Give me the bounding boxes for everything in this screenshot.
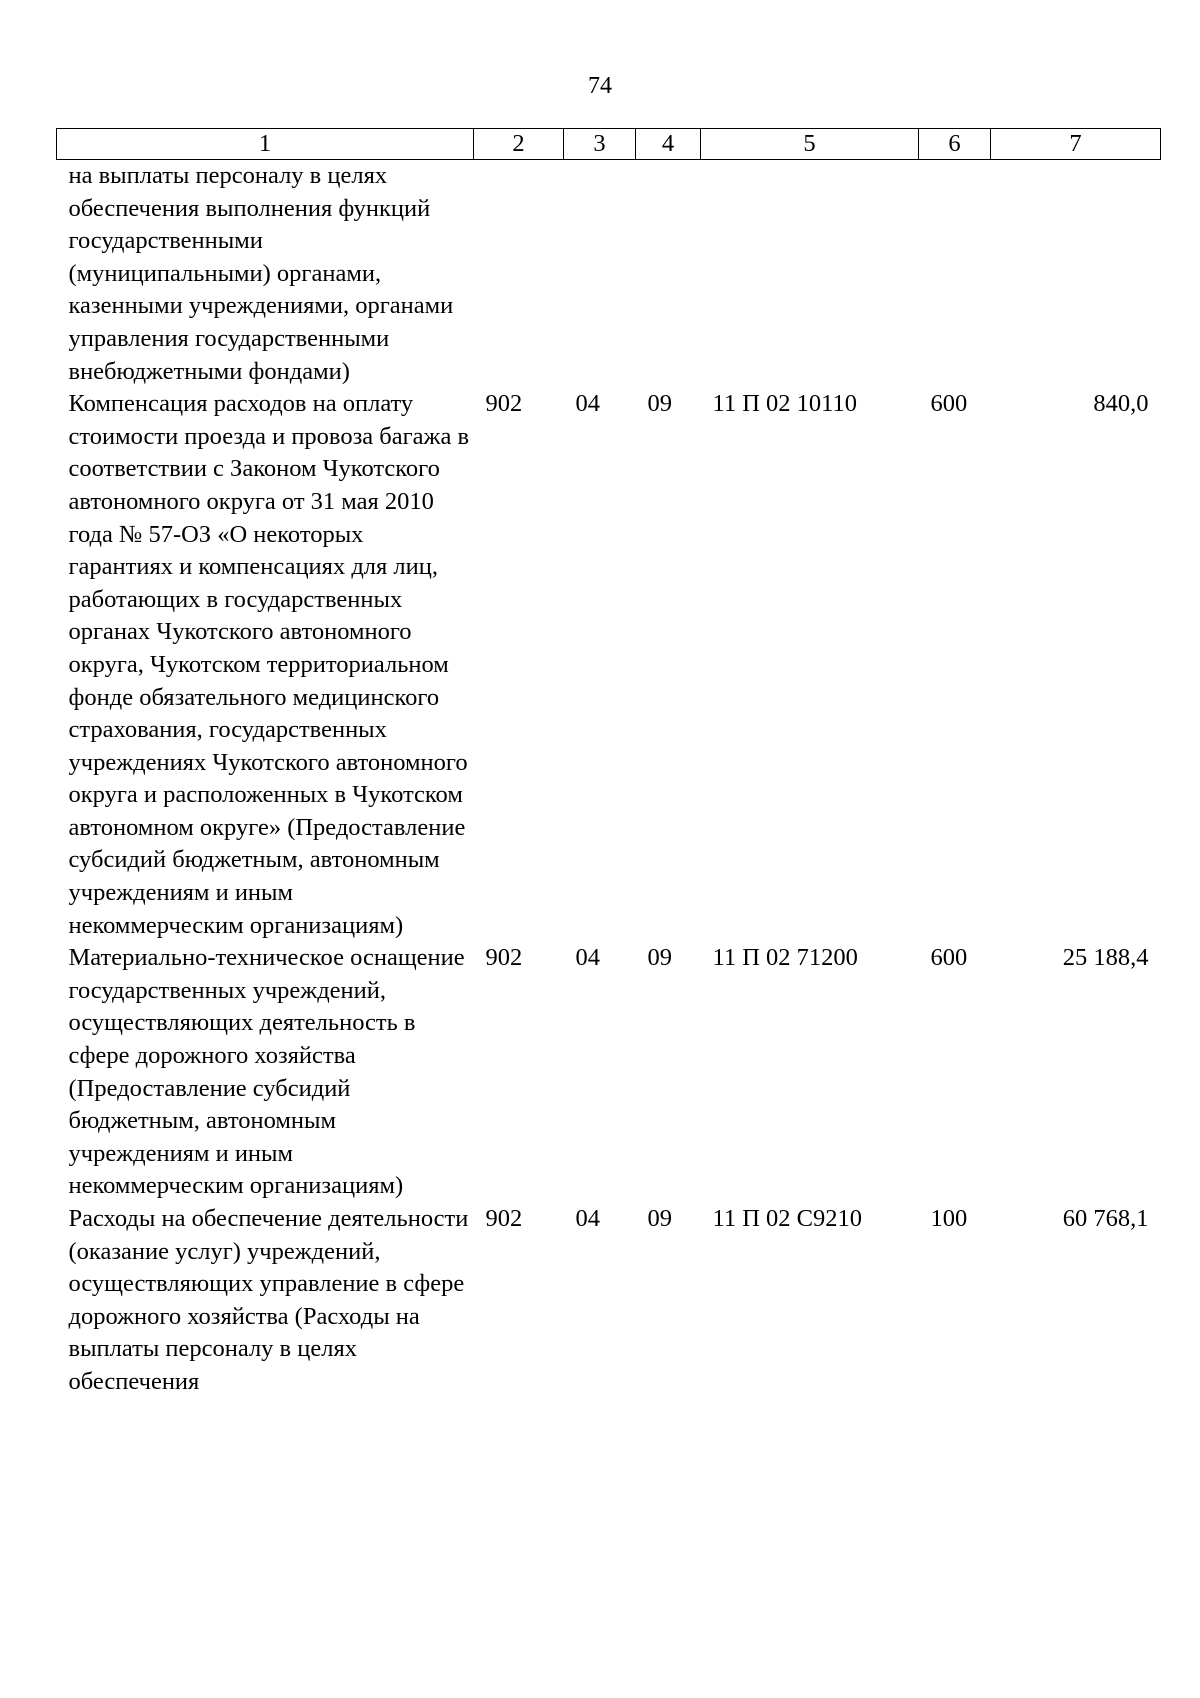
row-col6: 100: [930, 1205, 968, 1232]
row-col5: [701, 160, 919, 389]
row-col3: 04: [575, 1205, 600, 1232]
row-col2: 902: [485, 390, 523, 418]
row-col5: 11 П 02 С9210: [712, 1205, 863, 1232]
row-amount: 60 768,1: [1062, 1205, 1149, 1232]
page-number: 74: [588, 73, 612, 99]
row-description: Расходы на обеспечение деятельности (оказание услуг) учреждений, осуществляющих управление в сфере дорожного хозяйства (Расходы на выплаты персоналу в целях обеспечения: [68, 1205, 469, 1395]
row-col3: 04: [575, 944, 600, 972]
row-col2: [474, 160, 564, 389]
column-header: 2: [474, 129, 564, 160]
column-header: 6: [919, 129, 991, 160]
row-amount: 840,0: [1093, 390, 1149, 418]
row-amount: [991, 160, 1161, 389]
row-col6: 600: [930, 944, 968, 972]
row-col4: [636, 160, 701, 389]
row-col6: 600: [930, 390, 968, 418]
column-header: 5: [701, 129, 919, 160]
row-col4: 09: [647, 1205, 672, 1232]
row-col5: 11 П 02 71200: [712, 944, 858, 972]
row-amount: 25 188,4: [1062, 944, 1149, 972]
table-row: [57, 388, 1161, 942]
table-header-row: [57, 129, 1161, 160]
row-col4: 09: [647, 390, 672, 418]
row-description: на выплаты персоналу в целях обеспечения выполнения функций государственными (муниципальными) органами, казенными учреждениями, органами управления государственными внебюджетными фондами): [68, 162, 454, 385]
row-description: Материально-техническое оснащение государственных учреждений, осуществляющих деятельность в сфере дорожного хозяйства (Предоставление субсидий бюджетным, автономным учреждениям и иным некоммерческим организациям): [68, 944, 465, 1200]
row-col6: [919, 160, 991, 389]
table-row: [57, 160, 1161, 389]
column-header: 7: [991, 129, 1161, 160]
row-col3: [564, 160, 636, 389]
row-col5: 11 П 02 10110: [712, 390, 857, 418]
budget-table: [56, 128, 1161, 1399]
row-description: Компенсация расходов на оплату стоимости проезда и провоза багажа в соответствии с Законом Чукотского автономного округа от 31 мая 2010 года № 57-ОЗ «О некоторых гарантиях и компенсациях для лиц, работающих в государственных органах Чукотского автономного округа, Чукотском территориальном фонде обязательного медицинского страхования, государственных учреждениях Чукотского автономного округа и расположенных в Чукотском автономном округе» (Предоставление субсидий бюджетным, автономным учреждениям и иным некоммерческим организациям): [68, 390, 470, 939]
row-col2: 902: [485, 1205, 523, 1232]
column-header: 1: [57, 129, 474, 160]
row-col2: 902: [485, 944, 523, 972]
row-col3: 04: [575, 390, 600, 418]
column-header: 3: [564, 129, 636, 160]
row-col4: 09: [647, 944, 672, 972]
table-row: [57, 942, 1161, 1203]
table-row: [57, 1203, 1161, 1399]
column-header: 4: [636, 129, 701, 160]
